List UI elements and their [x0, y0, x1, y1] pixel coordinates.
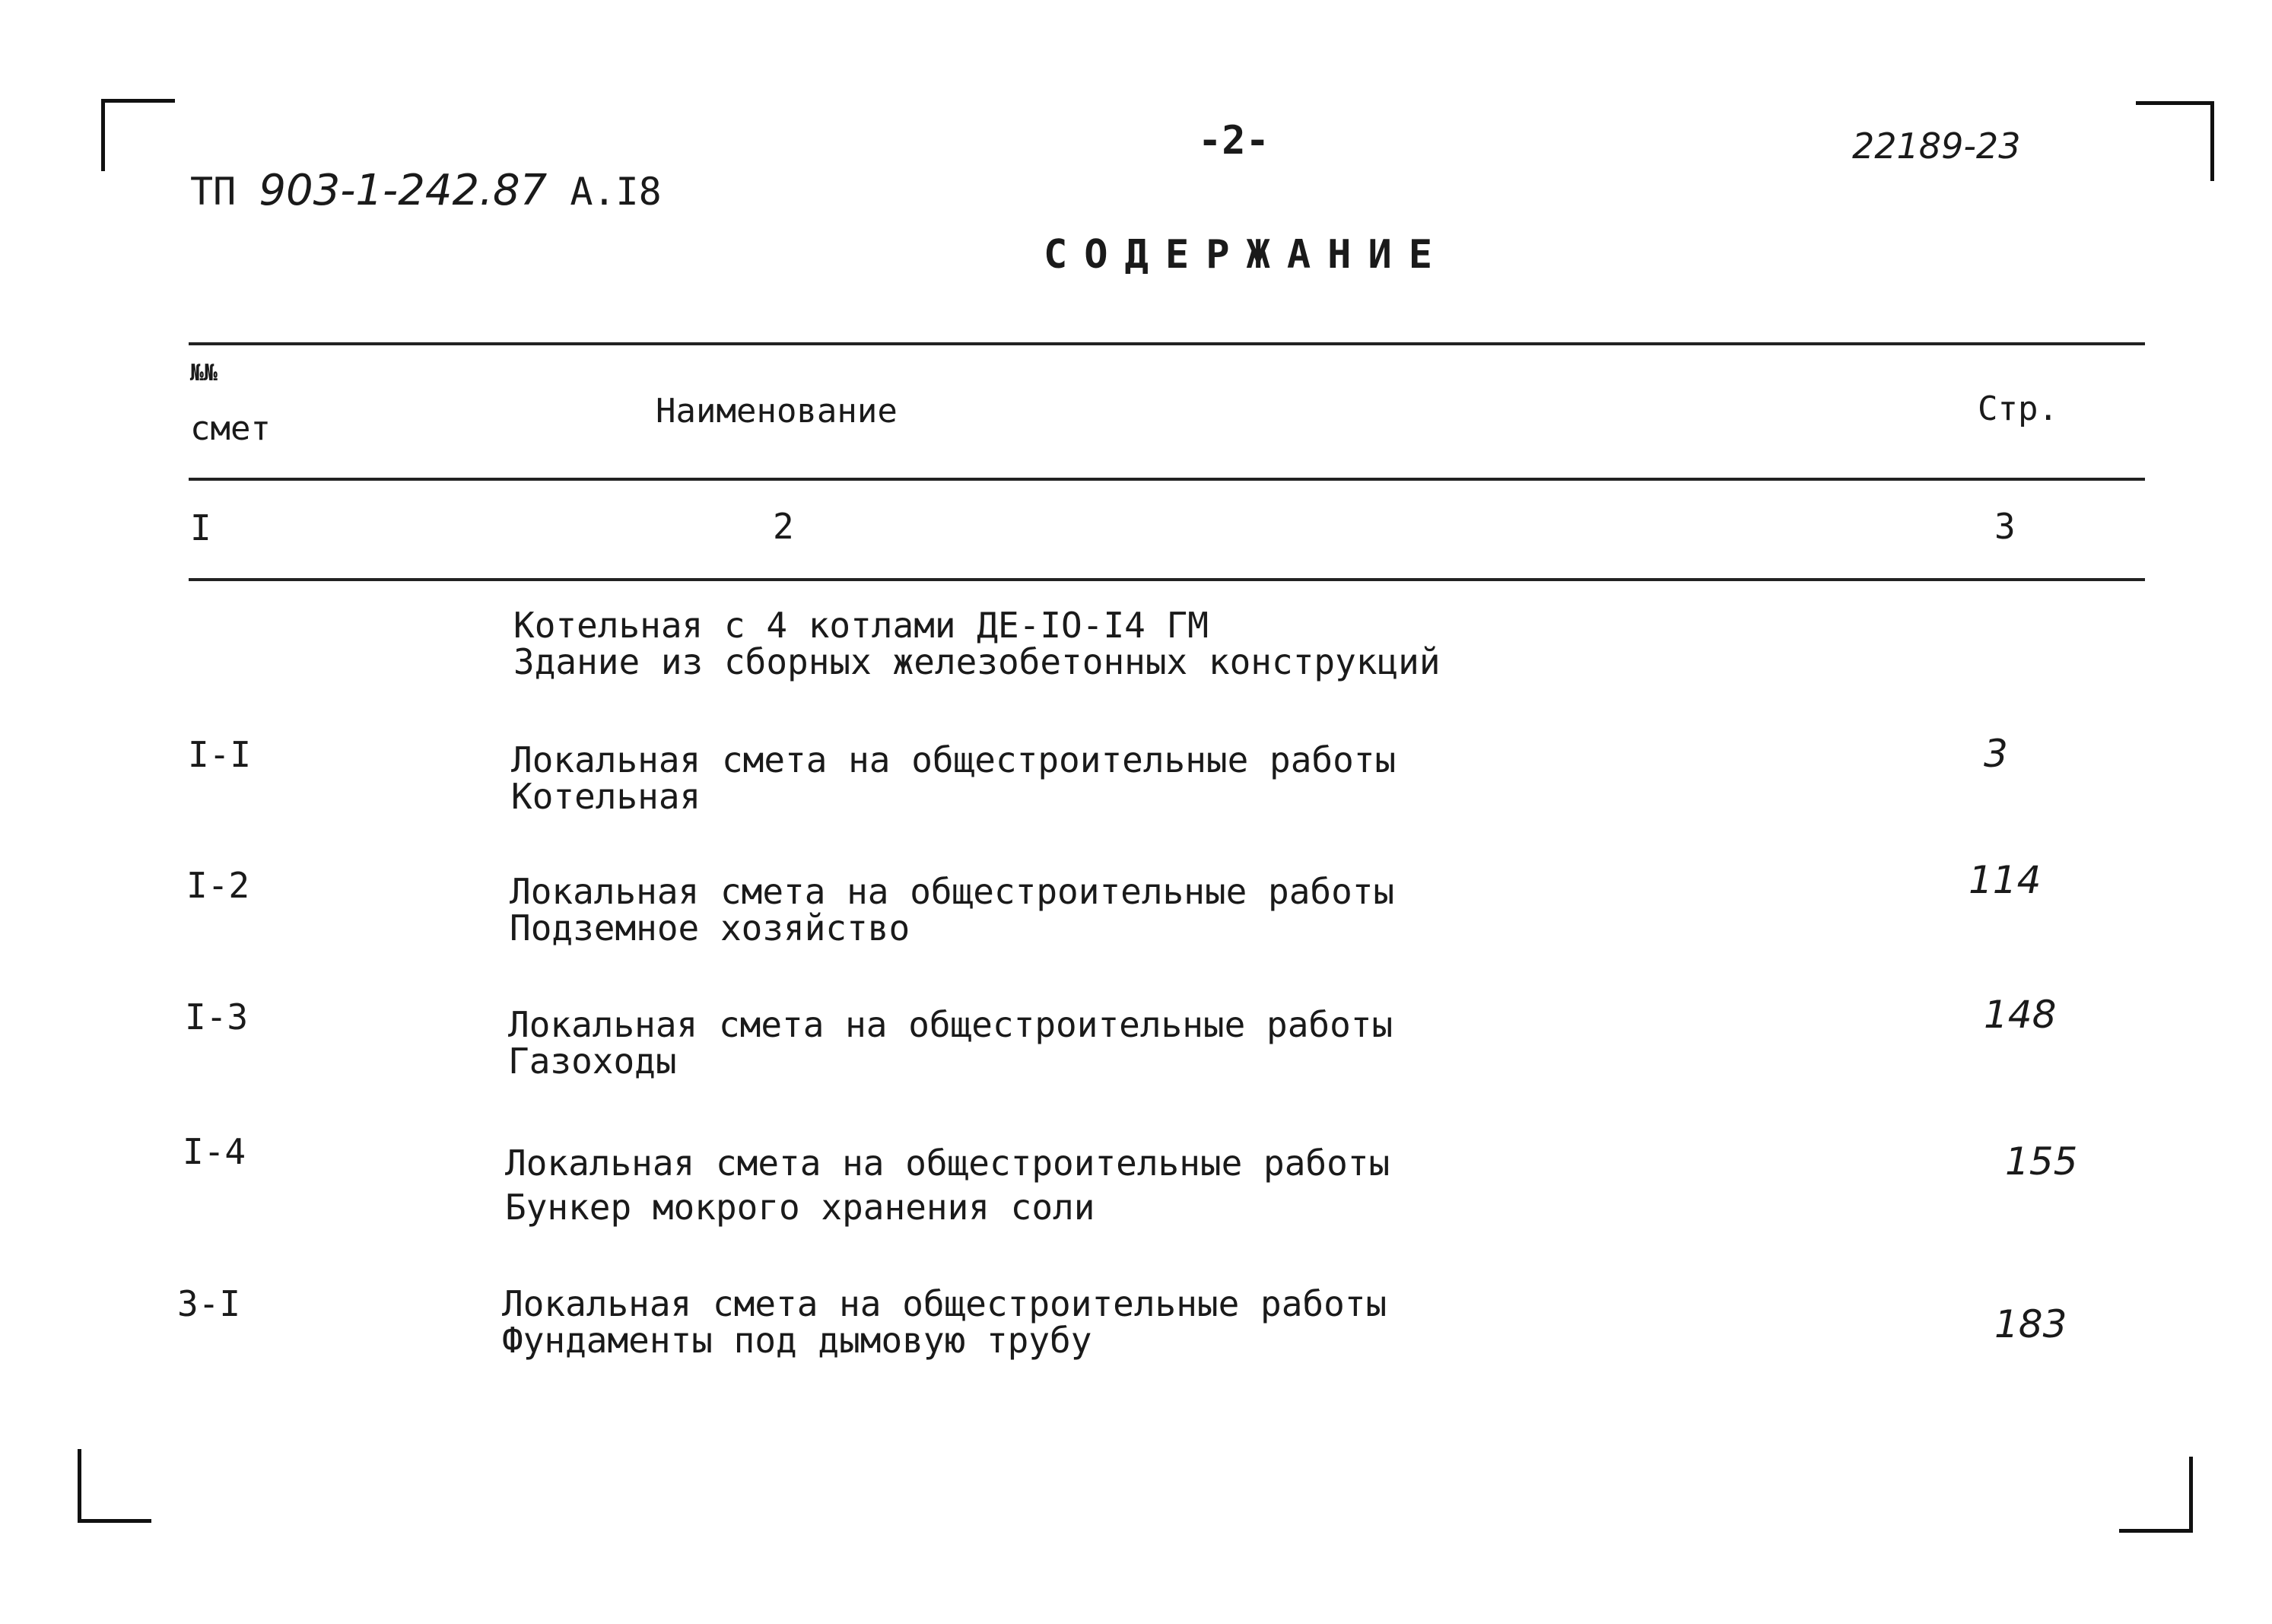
page-title: СОДЕРЖАНИЕ	[1044, 232, 1450, 278]
row-description-line2: Подземное хозяйство	[510, 907, 910, 949]
column-header-number: смет	[190, 409, 271, 448]
row-description	[502, 1283, 1387, 1361]
doc-code-album: А.I8	[570, 170, 662, 214]
group-heading-line2: Здание из сборных железобетонных конструкций	[513, 641, 1441, 682]
corner-mark-top-left	[101, 99, 175, 171]
row-description-line2: Газоходы	[508, 1041, 677, 1082]
row-estimate-number: I-I	[188, 734, 252, 775]
column-header-name: Наименование	[656, 392, 898, 431]
row-description	[510, 871, 1395, 949]
row-estimate-number: 3-I	[177, 1283, 241, 1324]
column-number-3: 3	[1994, 506, 2016, 547]
group-heading	[513, 607, 1441, 680]
row-description	[508, 1004, 1393, 1082]
column-number-1: I	[190, 507, 211, 548]
row-estimate-number: I-2	[186, 865, 250, 906]
row-page: 148	[1984, 993, 2057, 1037]
row-estimate-number: I-4	[183, 1131, 246, 1172]
row-page: 155	[2005, 1139, 2078, 1184]
archive-number: 22189-23	[1852, 126, 2021, 167]
column-header-page: Стр.	[1978, 389, 2058, 428]
row-description-line1: Локальная смета на общестроительные работы	[505, 1143, 1390, 1184]
row-description	[511, 739, 1397, 817]
row-description-line1: Локальная смета на общестроительные работы	[502, 1283, 1387, 1324]
corner-mark-bottom-left	[78, 1449, 151, 1523]
column-number-2: 2	[773, 506, 794, 547]
row-description-line2: Котельная	[511, 776, 701, 817]
row-description-line2: Бункер мокрого хранения соли	[505, 1187, 1095, 1228]
row-page: 114	[1969, 858, 2042, 902]
row-description-line1: Локальная смета на общестроительные работы	[510, 871, 1395, 912]
row-page: 3	[1984, 732, 2008, 776]
page-number: -2-	[1198, 118, 1269, 164]
doc-code-number: 903-1-242.87	[259, 166, 548, 215]
table-rule-top	[189, 342, 2145, 345]
row-estimate-number: I-3	[185, 996, 249, 1038]
row-description	[505, 1141, 1390, 1229]
column-header-number-sign: №№	[190, 360, 218, 386]
doc-code-prefix: ТП	[190, 170, 237, 214]
row-description-line2: Фундаменты под дымовую трубу	[502, 1320, 1092, 1361]
table-rule-column-numbers	[189, 578, 2145, 581]
group-heading-line1: Котельная с 4 котлами ДЕ-IО-I4 ГМ	[513, 605, 1209, 646]
row-description-line1: Локальная смета на общестроительные работы	[511, 739, 1397, 780]
row-page: 183	[1994, 1302, 2067, 1346]
document-code	[190, 166, 662, 215]
row-description-line1: Локальная смета на общестроительные работы	[508, 1004, 1393, 1045]
table-rule-header	[189, 478, 2145, 481]
corner-mark-top-right	[2136, 101, 2214, 181]
corner-mark-bottom-right	[2119, 1457, 2193, 1533]
